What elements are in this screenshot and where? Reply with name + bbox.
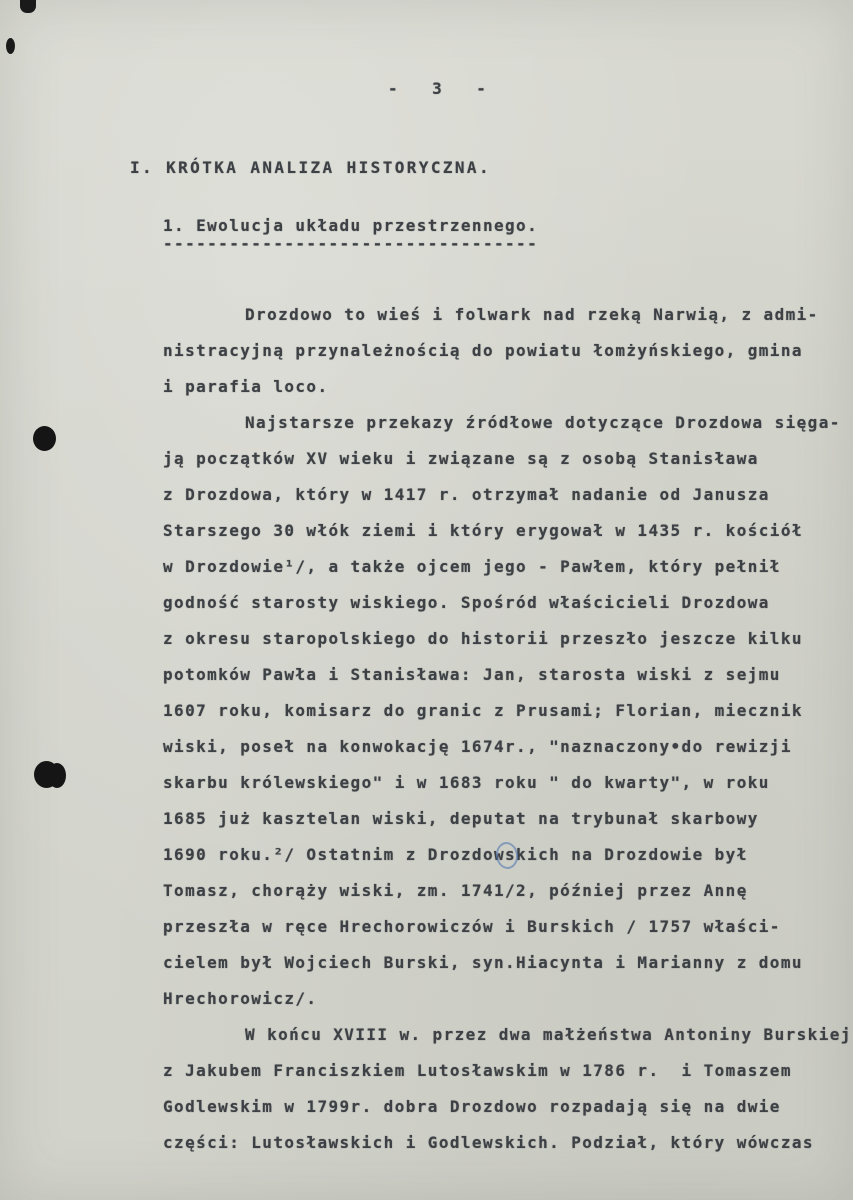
section-heading: I. KRÓTKA ANALIZA HISTORYCZNA. <box>130 158 491 177</box>
text-line: Godlewskim w 1799r. dobra Drozdowo rozpadają się na dwie <box>163 1097 781 1116</box>
text-line: cielem był Wojciech Burski, syn.Hiacynta i Marianny z domu <box>163 953 803 972</box>
text-line: wiski, poseł na konwokację 1674r., "naznaczony•do rewizji <box>163 737 792 756</box>
page-number: - 3 - <box>388 79 488 98</box>
text-line: W końcu XVIII w. przez dwa małżeństwa Antoniny Burskiej <box>245 1025 852 1044</box>
text-line: potomków Pawła i Stanisława: Jan, starosta wiski z sejmu <box>163 665 781 684</box>
text-line: 1685 już kasztelan wiski, deputat na trybunał skarbowy <box>163 809 759 828</box>
text-line: Hrechorowicz/. <box>163 989 318 1008</box>
text-line: Tomasz, chorąży wiski, zm. 1741/2, później przez Annę <box>163 881 748 900</box>
body-text <box>163 297 852 1161</box>
text-line: przeszła w ręce Hrechorowiczów i Burskich / 1757 właści- <box>163 917 781 936</box>
paragraph <box>163 1017 852 1161</box>
scan-artifact <box>6 38 15 54</box>
text-line: w Drozdowie¹/, a także ojcem jego - Pawłem, który pełnił <box>163 557 781 576</box>
text-line: 1690 roku.²/ Ostatnim z Drozdowskich na Drozdowie był <box>163 845 748 864</box>
paragraph <box>163 297 833 405</box>
text-line: skarbu królewskiego" i w 1683 roku " do kwarty", w roku <box>163 773 770 792</box>
punch-hole <box>48 763 66 788</box>
scan-artifact <box>20 0 36 13</box>
text-line: Drozdowo to wieś i folwark nad rzeką Narwią, z admi- <box>245 305 819 324</box>
text-line: z okresu staropolskiego do historii przeszło jeszcze kilku <box>163 629 803 648</box>
paragraph <box>163 405 841 1017</box>
text-line: części: Lutosławskich i Godlewskich. Podział, który wówczas <box>163 1133 814 1152</box>
punch-hole <box>33 426 56 451</box>
text-line: nistracyjną przynależnością do powiatu łomżyńskiego, gmina <box>163 341 803 360</box>
text-line: z Drozdowa, który w 1417 r. otrzymał nadanie od Janusza <box>163 485 770 504</box>
text-line: Starszego 30 włók ziemi i który erygował w 1435 r. kościół <box>163 521 803 540</box>
typed-underline: ---------------------------------- <box>163 234 539 253</box>
text-line: ją początków XV wieku i związane są z osobą Stanisława <box>163 449 759 468</box>
text-line: i parafia loco. <box>163 377 329 396</box>
text-line: z Jakubem Franciszkiem Lutosławskim w 1786 r. i Tomaszem <box>163 1061 792 1080</box>
text-line: 1607 roku, komisarz do granic z Prusami; Florian, miecznik <box>163 701 803 720</box>
text-line: godność starosty wiskiego. Spośród właścicieli Drozdowa <box>163 593 770 612</box>
text-line: Najstarsze przekazy źródłowe dotyczące Drozdowa sięga- <box>245 413 841 432</box>
subsection-title: 1. Ewolucja układu przestrzennego. <box>163 216 539 235</box>
